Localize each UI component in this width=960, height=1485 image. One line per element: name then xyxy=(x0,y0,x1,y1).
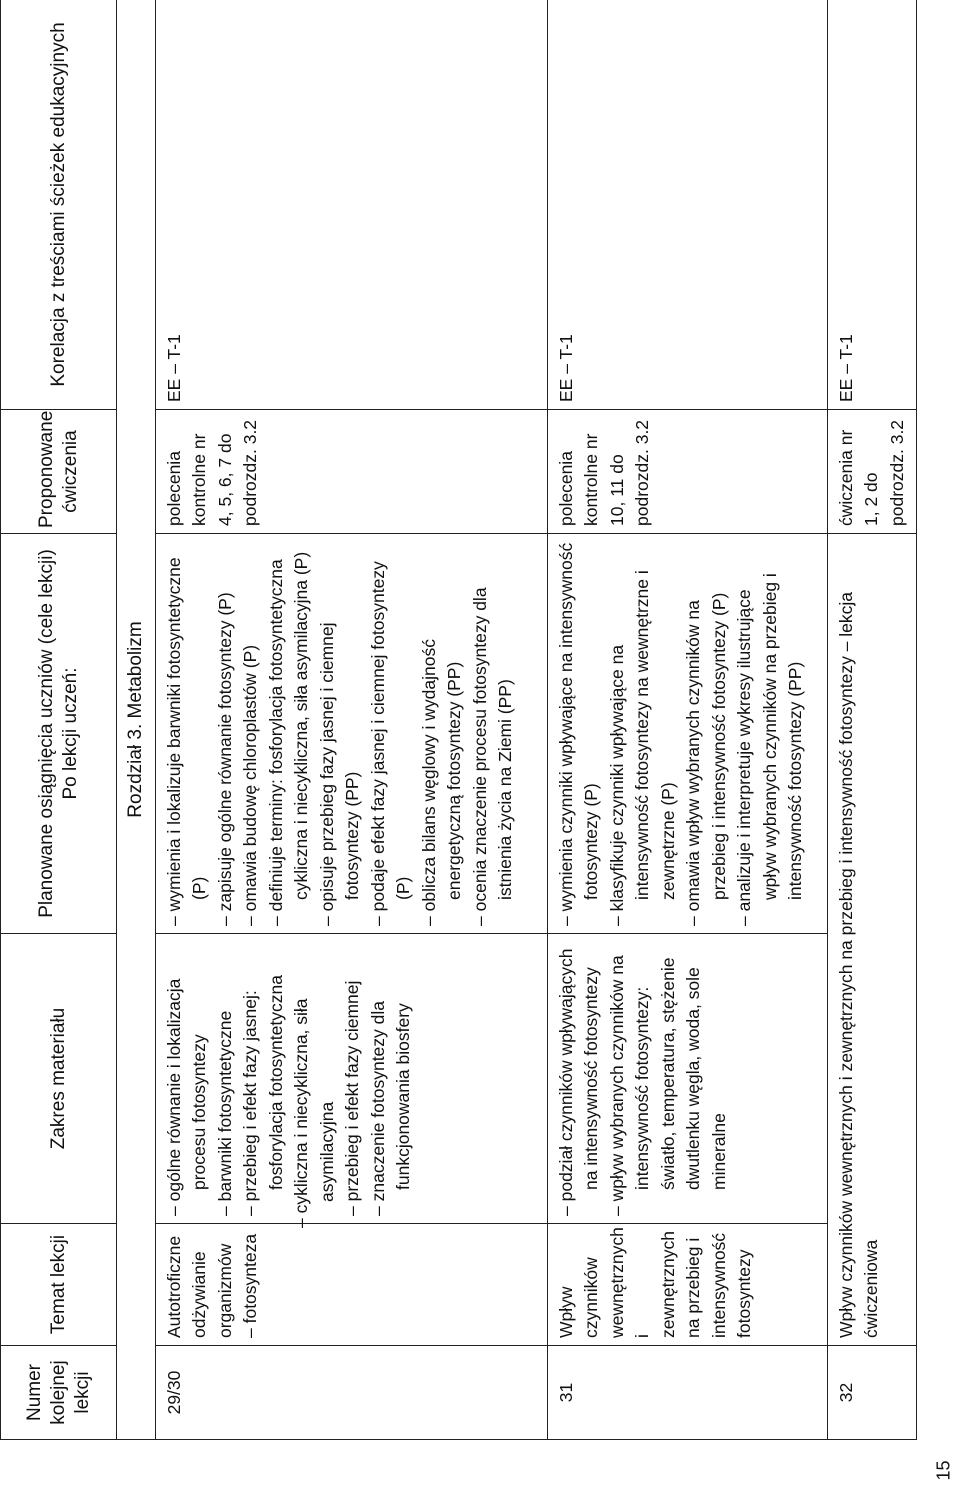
exercises-cell: ćwiczenia nr 1, 2 do podrozdz. 3.2 xyxy=(827,410,917,534)
goal-item: – analizuje i interpretuje wykresy ilustrujące wpływ wybranych czynników na przebieg i intensywność fotosyntezy (PP) xyxy=(732,541,809,926)
lesson-number: 31 xyxy=(547,1346,827,1440)
exercises-cell: polecenia kontrolne nr 4, 5, 6, 7 do podrozdz. 3.2 xyxy=(155,410,547,534)
scope-item: – podział czynników wpływających na intensywność fotosyntezy xyxy=(554,941,605,1216)
scope-item: – cykliczna i niecykliczna, siła asymilacyjna xyxy=(289,941,340,1216)
header-scope: Zakres materiału xyxy=(1,934,117,1224)
goal-item: – opisuje przebieg fazy jasnej i ciemnej fotosyntezy (PP) xyxy=(315,541,366,926)
goals-cell xyxy=(155,534,547,934)
scope-item: – wpływ wybranych czynników na intensywność fotosyntezy: światło, temperatura, stężenie dwutlenku węgla, woda, sole mineralne xyxy=(605,941,733,1216)
section-title: Rozdział 3. Metabolizm xyxy=(117,0,156,1440)
scope-item: – ogólne równanie i lokalizacja procesu fotosyntezy xyxy=(162,941,213,1216)
header-num: Numer kolejnej lekcji xyxy=(1,1346,117,1440)
goal-item: – definiuje terminy: fosforylacja fotosyntetyczna cykliczna i niecykliczna, siła asymilacyjna (P) xyxy=(264,541,315,926)
scope-item: – przebieg i efekt fazy jasnej: fosforylacja fotosyntetyczna xyxy=(238,941,289,1216)
goal-item: – zapisuje ogólne równanie fotosyntezy (P) xyxy=(213,541,239,926)
goal-item: – ocenia znaczenie procesu fotosyntezy dla istnienia życia na Ziemi (PP) xyxy=(468,541,519,926)
scope-item: – znaczenie fotosyntezy dla funkcjonowania biosfery xyxy=(366,941,417,1216)
goal-item: – podaje efekt fazy jasnej i ciemnej fotosyntezy (P) xyxy=(366,541,417,926)
scope-cell xyxy=(547,934,827,1224)
goal-item: – omawia wpływ wybranych czynników na przebieg i intensywność fotosyntezy (P) xyxy=(681,541,732,926)
section-row xyxy=(117,0,156,1440)
correlation-cell: EE – T-1 xyxy=(155,0,547,410)
goal-item: – klasyfikuje czynniki wpływające na intensywność fotosyntezy na wewnętrzne i zewnętrzne (P) xyxy=(605,541,682,926)
table-row xyxy=(827,0,917,1440)
header-exercises: Proponowane ćwiczenia xyxy=(1,410,117,534)
scope-item: – barwniki fotosyntetyczne xyxy=(213,941,239,1216)
lesson-topic: Wpływ czynników wewnętrznych i zewnętrznych na przebieg i intensywność fotosyntezy xyxy=(547,1224,827,1346)
correlation-cell: EE – T-1 xyxy=(547,0,827,410)
header-topic: Temat lekcji xyxy=(1,1224,117,1346)
lesson-number: 32 xyxy=(827,1346,917,1440)
scope-item: – przebieg i efekt fazy ciemnej xyxy=(340,941,366,1216)
lesson-topic: Autotroficzne odżywianie organizmów – fotosynteza xyxy=(155,1224,547,1346)
table-row xyxy=(155,0,547,1440)
lesson-number: 29/30 xyxy=(155,1346,547,1440)
scope-cell xyxy=(155,934,547,1224)
correlation-cell: EE – T-1 xyxy=(827,0,917,410)
header-correlation: Korelacja z treściami ścieżek edukacyjnych xyxy=(1,0,117,410)
goal-item: – wymienia czynniki wpływające na intensywność fotosyntezy (P) xyxy=(554,541,605,926)
goals-cell xyxy=(547,534,827,934)
lesson-topic: Wpływ czynników wewnętrznych i zewnętrznych na przebieg i intensywność fotosyntezy – lekcja ćwiczeniowa xyxy=(827,534,917,1346)
header-row xyxy=(1,0,117,1440)
page-number: 15 xyxy=(933,1460,954,1481)
table-row xyxy=(547,0,827,1440)
goal-item: – omawia budowę chloroplastów (P) xyxy=(238,541,264,926)
exercises-cell: polecenia kontrolne nr 10, 11 do podrozdz. 3.2 xyxy=(547,410,827,534)
goal-item: – wymienia i lokalizuje barwniki fotosyntetyczne (P) xyxy=(162,541,213,926)
goal-item: – oblicza bilans węglowy i wydajność energetyczną fotosyntezy (PP) xyxy=(417,541,468,926)
header-goals: Planowane osiągnięcia uczniów (cele lekcji) Po lekcji uczeń: xyxy=(1,534,117,934)
